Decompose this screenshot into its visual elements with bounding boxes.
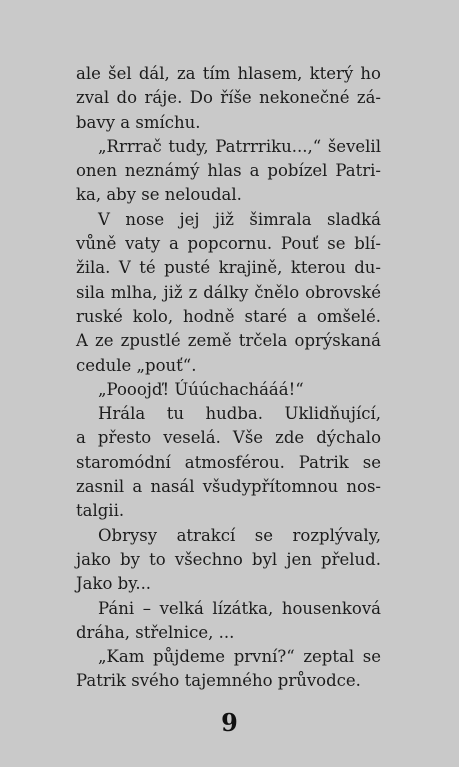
text-line: onen neznámý hlas a pobízel Patri-: [76, 161, 381, 181]
text-line: Patrik svého tajemného průvodce.: [76, 671, 361, 691]
text-line: ka, aby se neloudal.: [76, 185, 242, 205]
text-line: Hrála tu hudba. Uklidňující,: [98, 404, 381, 424]
text-line: zasnil a nasál všudypřítomnou nos-: [76, 477, 381, 497]
body-text: [76, 62, 381, 694]
text-line: „Rrrrač tudy, Patrrriku...,“ ševelil: [98, 136, 381, 156]
text-line: bavy a smíchu.: [76, 112, 201, 132]
text-line: talgii.: [76, 501, 125, 521]
text-line: Páni – velká lízátka, housenková: [98, 598, 381, 618]
text-line: Jako by...: [76, 574, 152, 594]
text-line: staromódní atmosférou. Patrik se: [76, 452, 381, 472]
text-line: A ze zpustlé země trčela oprýskaná: [76, 331, 381, 351]
text-line: cedule „pouť“.: [76, 355, 197, 375]
text-line: vůně vaty a popcornu. Pouť se blí-: [76, 234, 381, 254]
text-line: „Pooojď! Úúúchachááá!“: [98, 379, 304, 399]
text-line: „Kam půjdeme první?“ zeptal se: [98, 647, 381, 667]
page-number: 9: [221, 708, 238, 737]
text-line: dráha, střelnice, ...: [76, 622, 235, 642]
text-line: žila. V té pusté krajině, kterou du-: [76, 258, 381, 278]
text-line: jako by to všechno byl jen přelud.: [76, 549, 381, 569]
text-line: V nose jej již šimrala sladká: [98, 209, 381, 229]
text-line: ruské kolo, hodně staré a omšelé.: [76, 306, 381, 326]
text-line: zval do ráje. Do říše nekonečné zá-: [76, 88, 381, 108]
text-line: a přesto veselá. Vše zde dýchalo: [76, 428, 381, 448]
text-line: Obrysy atrakcí se rozplývaly,: [98, 525, 381, 545]
text-line: ale šel dál, za tím hlasem, který ho: [76, 64, 381, 83]
text-line: sila mlha, již z dálky čnělo obrovské: [76, 282, 381, 302]
